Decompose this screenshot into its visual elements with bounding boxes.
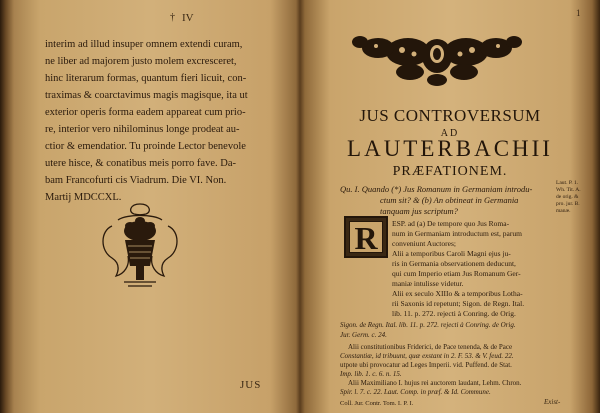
flower-basket-vignette-icon (90, 196, 190, 296)
title-line-2: AD (440, 128, 460, 139)
question-line: tanquam jus scriptum? (380, 206, 458, 216)
left-text-line: Martij MDCCXL. (45, 192, 122, 203)
margin-note: manæ. (556, 208, 571, 214)
left-text-line: exterior operis forma eadem appareat cum prio- (45, 107, 246, 118)
body-line: Jur. Germ. c. 24. (340, 331, 387, 339)
margin-note: pro. jur. B. (556, 201, 580, 207)
left-page-marker: † (170, 12, 175, 23)
left-page-number: IV (182, 12, 194, 24)
body-line: maniæ intulisse videtur. (392, 279, 464, 288)
margin-note: Wh. Tit. A. (556, 187, 581, 193)
title-line-4: PRÆFATIONEM. (392, 164, 508, 179)
right-catchword: Exist- (544, 398, 561, 406)
body-line: Constantiæ, id tribuunt, quæ exstant in 2. F. 53. & V. feud. 22. (340, 352, 514, 360)
left-text-line: ctior & emendatior. Tu proinde Lector benevole (45, 141, 246, 152)
left-text-line: ne liber ad majorem justo molem excresceret, (45, 56, 237, 67)
left-catchword: JUS (240, 379, 262, 391)
margin-note: de orig. & (556, 194, 579, 200)
body-line: Alii ex seculo XIIIo & a temporibus Lotha- (392, 289, 523, 298)
right-page-number: 1 (576, 8, 581, 18)
left-text-line: utere hisce, & conatibus meis porro fave. Da- (45, 158, 236, 169)
body-line: num in Germaniam introductum est, parum (392, 229, 522, 238)
left-text-line: traximas & coarctavimus magis magisque, ita ut (45, 90, 248, 101)
decorated-initial-icon (344, 216, 388, 258)
floral-headpiece-icon (350, 24, 525, 88)
margin-note: Laut. P. 1. (556, 180, 579, 186)
body-line: conveniunt Auctores; (392, 239, 456, 248)
body-line: Spir. l. 7. c. 22. Laut. Comp. in præf. & Id. Commune. (340, 388, 491, 396)
question-line: ctum sit? & (b) An obtineat in Germania (380, 195, 519, 205)
left-text-line: interim ad illud insuper omnem extendi curam, (45, 39, 243, 50)
left-text-line: bam Francofurti cis Viadrum. Die VI. Non. (45, 175, 227, 186)
question-line: Qu. I. Quando (*) Jus Romanum in Germaniam introdu- (340, 184, 533, 194)
body-line: Alii a temporibus Caroli Magni ejus ju- (392, 249, 511, 258)
body-line: qui cum Imperio etiam Jus Romanum Ger- (392, 269, 521, 278)
body-line: Alii constitutionibus Friderici, de Pace tenenda, & de Pace (348, 343, 513, 351)
body-line: lib. 11. p. 272. rejecti à Conring. de Orig. (392, 309, 516, 318)
body-line: Imp. lib. 1. c. 6. n. 15. (340, 370, 402, 378)
body-line: utpote ubi provocatur ad Leges Imperii. vid. Puffend. de Stat. (340, 361, 512, 369)
title-line-3: LAUTERBACHII (347, 136, 553, 161)
body-line: Coll. Jur. Contr. Tom. I. P. I. (340, 400, 414, 407)
title-line-1: JUS CONTROVERSUM (359, 106, 541, 125)
body-line: Alii Maximiliano I. hujus rei auctorem laudant, Lehm. Chron. (348, 379, 522, 387)
body-line: Sigon. de Regn. Ital. lib. 11. p. 272. rejecti à Conring. de Orig. (340, 321, 516, 329)
body-line: rii Saxonis id repetunt; Sigon. de Regn. Ital. (392, 299, 525, 308)
body-line: ESP. ad (a) De tempore quo Jus Roma- (392, 219, 510, 228)
body-line: ris in Germania observationem deducunt, (392, 259, 516, 268)
left-text-line: hinc literarum formas, quantum fieri licuit, con- (45, 73, 247, 84)
left-page (0, 0, 298, 413)
left-text-line: re, interior vero nihilominus longe prodeat au- (45, 124, 240, 135)
right-page (300, 0, 600, 413)
initial-letter: R (354, 220, 378, 256)
